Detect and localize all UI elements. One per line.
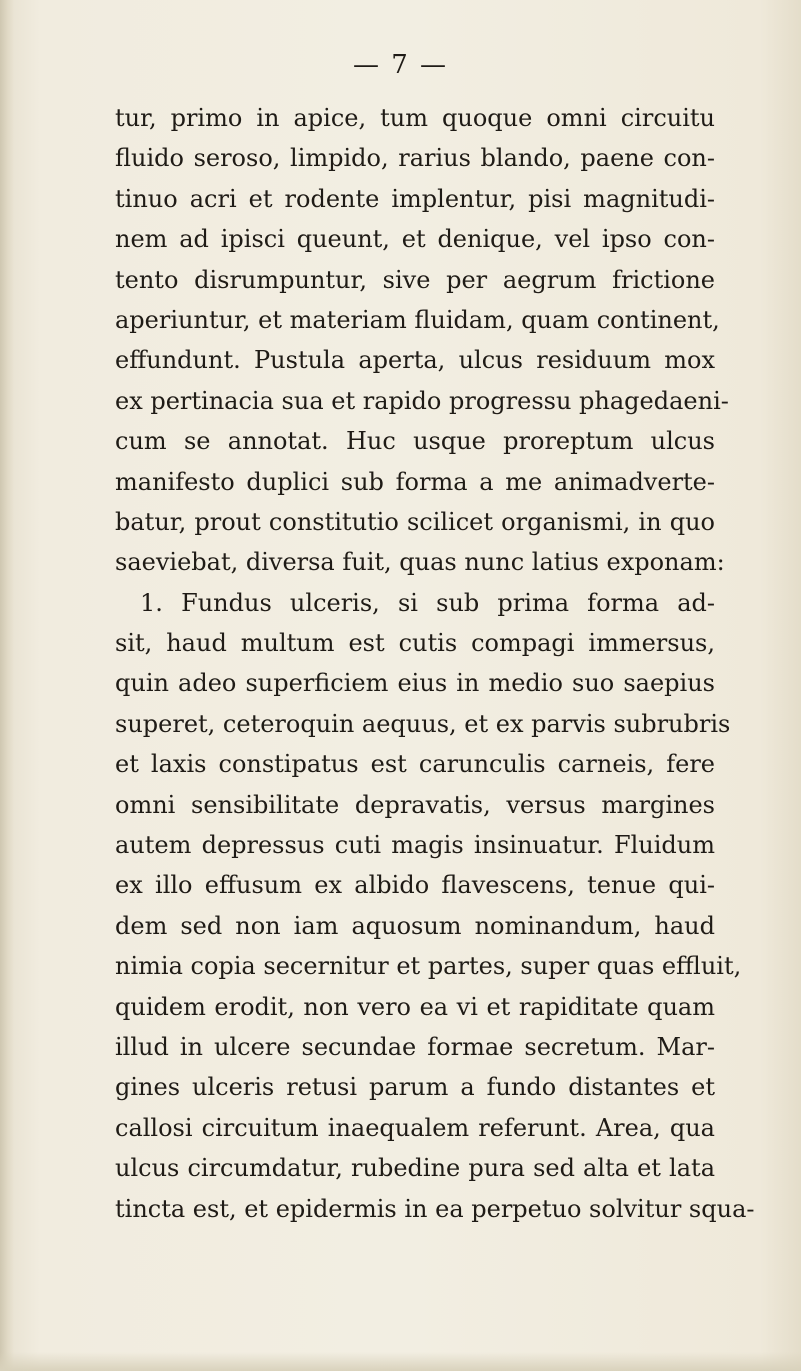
text-line: callosi circuitum inaequalem referunt. Area, qua — [115, 1113, 715, 1142]
text-line: omni sensibilitate depravatis, versus margines — [115, 790, 715, 819]
text-line: aperiuntur, et materiam fluidam, quam continent, — [115, 305, 720, 334]
text-line: tinuo acri et rodente implentur, pisi magnitudi- — [115, 184, 715, 213]
text-line: nimia copia secernitur et partes, super quas effluit, — [115, 952, 742, 981]
body-text — [115, 98, 755, 1229]
text-line: et laxis constipatus est carunculis carneis, fere — [115, 750, 715, 779]
text-line: saeviebat, diversa fuit, quas nunc latius exponam: — [115, 548, 725, 577]
page-bottom-edge — [0, 1352, 801, 1371]
text-line: autem depressus cuti magis insinuatur. Fluidum — [115, 831, 715, 860]
text-line: batur, prout constitutio scilicet organismi, in quo — [115, 507, 715, 536]
text-line: superet, ceteroquin aequus, et ex parvis subrubris — [115, 709, 731, 738]
text-line: ex illo effusum ex albido flavescens, tenue qui- — [115, 871, 715, 900]
text-line: gines ulceris retusi parum a fundo distantes et — [115, 1073, 715, 1102]
text-line: quidem erodit, non vero ea vi et rapiditate quam — [115, 992, 715, 1021]
text-line: tur, primo in apice, tum quoque omni circuitu — [115, 104, 715, 132]
text-line-paragraph-start: 1. Fundus ulceris, si sub prima forma ad- — [140, 588, 715, 617]
text-line: cum se annotat. Huc usque proreptum ulcus — [115, 427, 715, 456]
text-line: ex pertinacia sua et rapido progressu phagedaeni- — [115, 386, 729, 415]
text-line: sit, haud multum est cutis compagi immersus, — [115, 629, 715, 658]
text-line: illud in ulcere secundae formae secretum. Mar- — [115, 1032, 715, 1061]
text-line: fluido seroso, limpido, rarius blando, paene con- — [115, 144, 715, 173]
text-line: nem ad ipisci queunt, et denique, vel ipso con- — [115, 225, 715, 254]
text-line: effundunt. Pustula aperta, ulcus residuum mox — [115, 346, 715, 375]
text-line: tincta est, et epidermis in ea perpetuo solvitur squa- — [115, 1194, 755, 1223]
text-line: tento disrumpuntur, sive per aegrum frictione — [115, 265, 715, 294]
page-number-header: — 7 — — [352, 50, 449, 80]
page-left-edge — [0, 0, 14, 1371]
text-line: manifesto duplici sub forma a me animadverte- — [115, 467, 715, 496]
text-line: ulcus circumdatur, rubedine pura sed alta et lata — [115, 1154, 715, 1183]
text-line: quin adeo superficiem eius in medio suo saepius — [115, 669, 715, 698]
text-line: dem sed non iam aquosum nominandum, haud — [115, 911, 715, 940]
